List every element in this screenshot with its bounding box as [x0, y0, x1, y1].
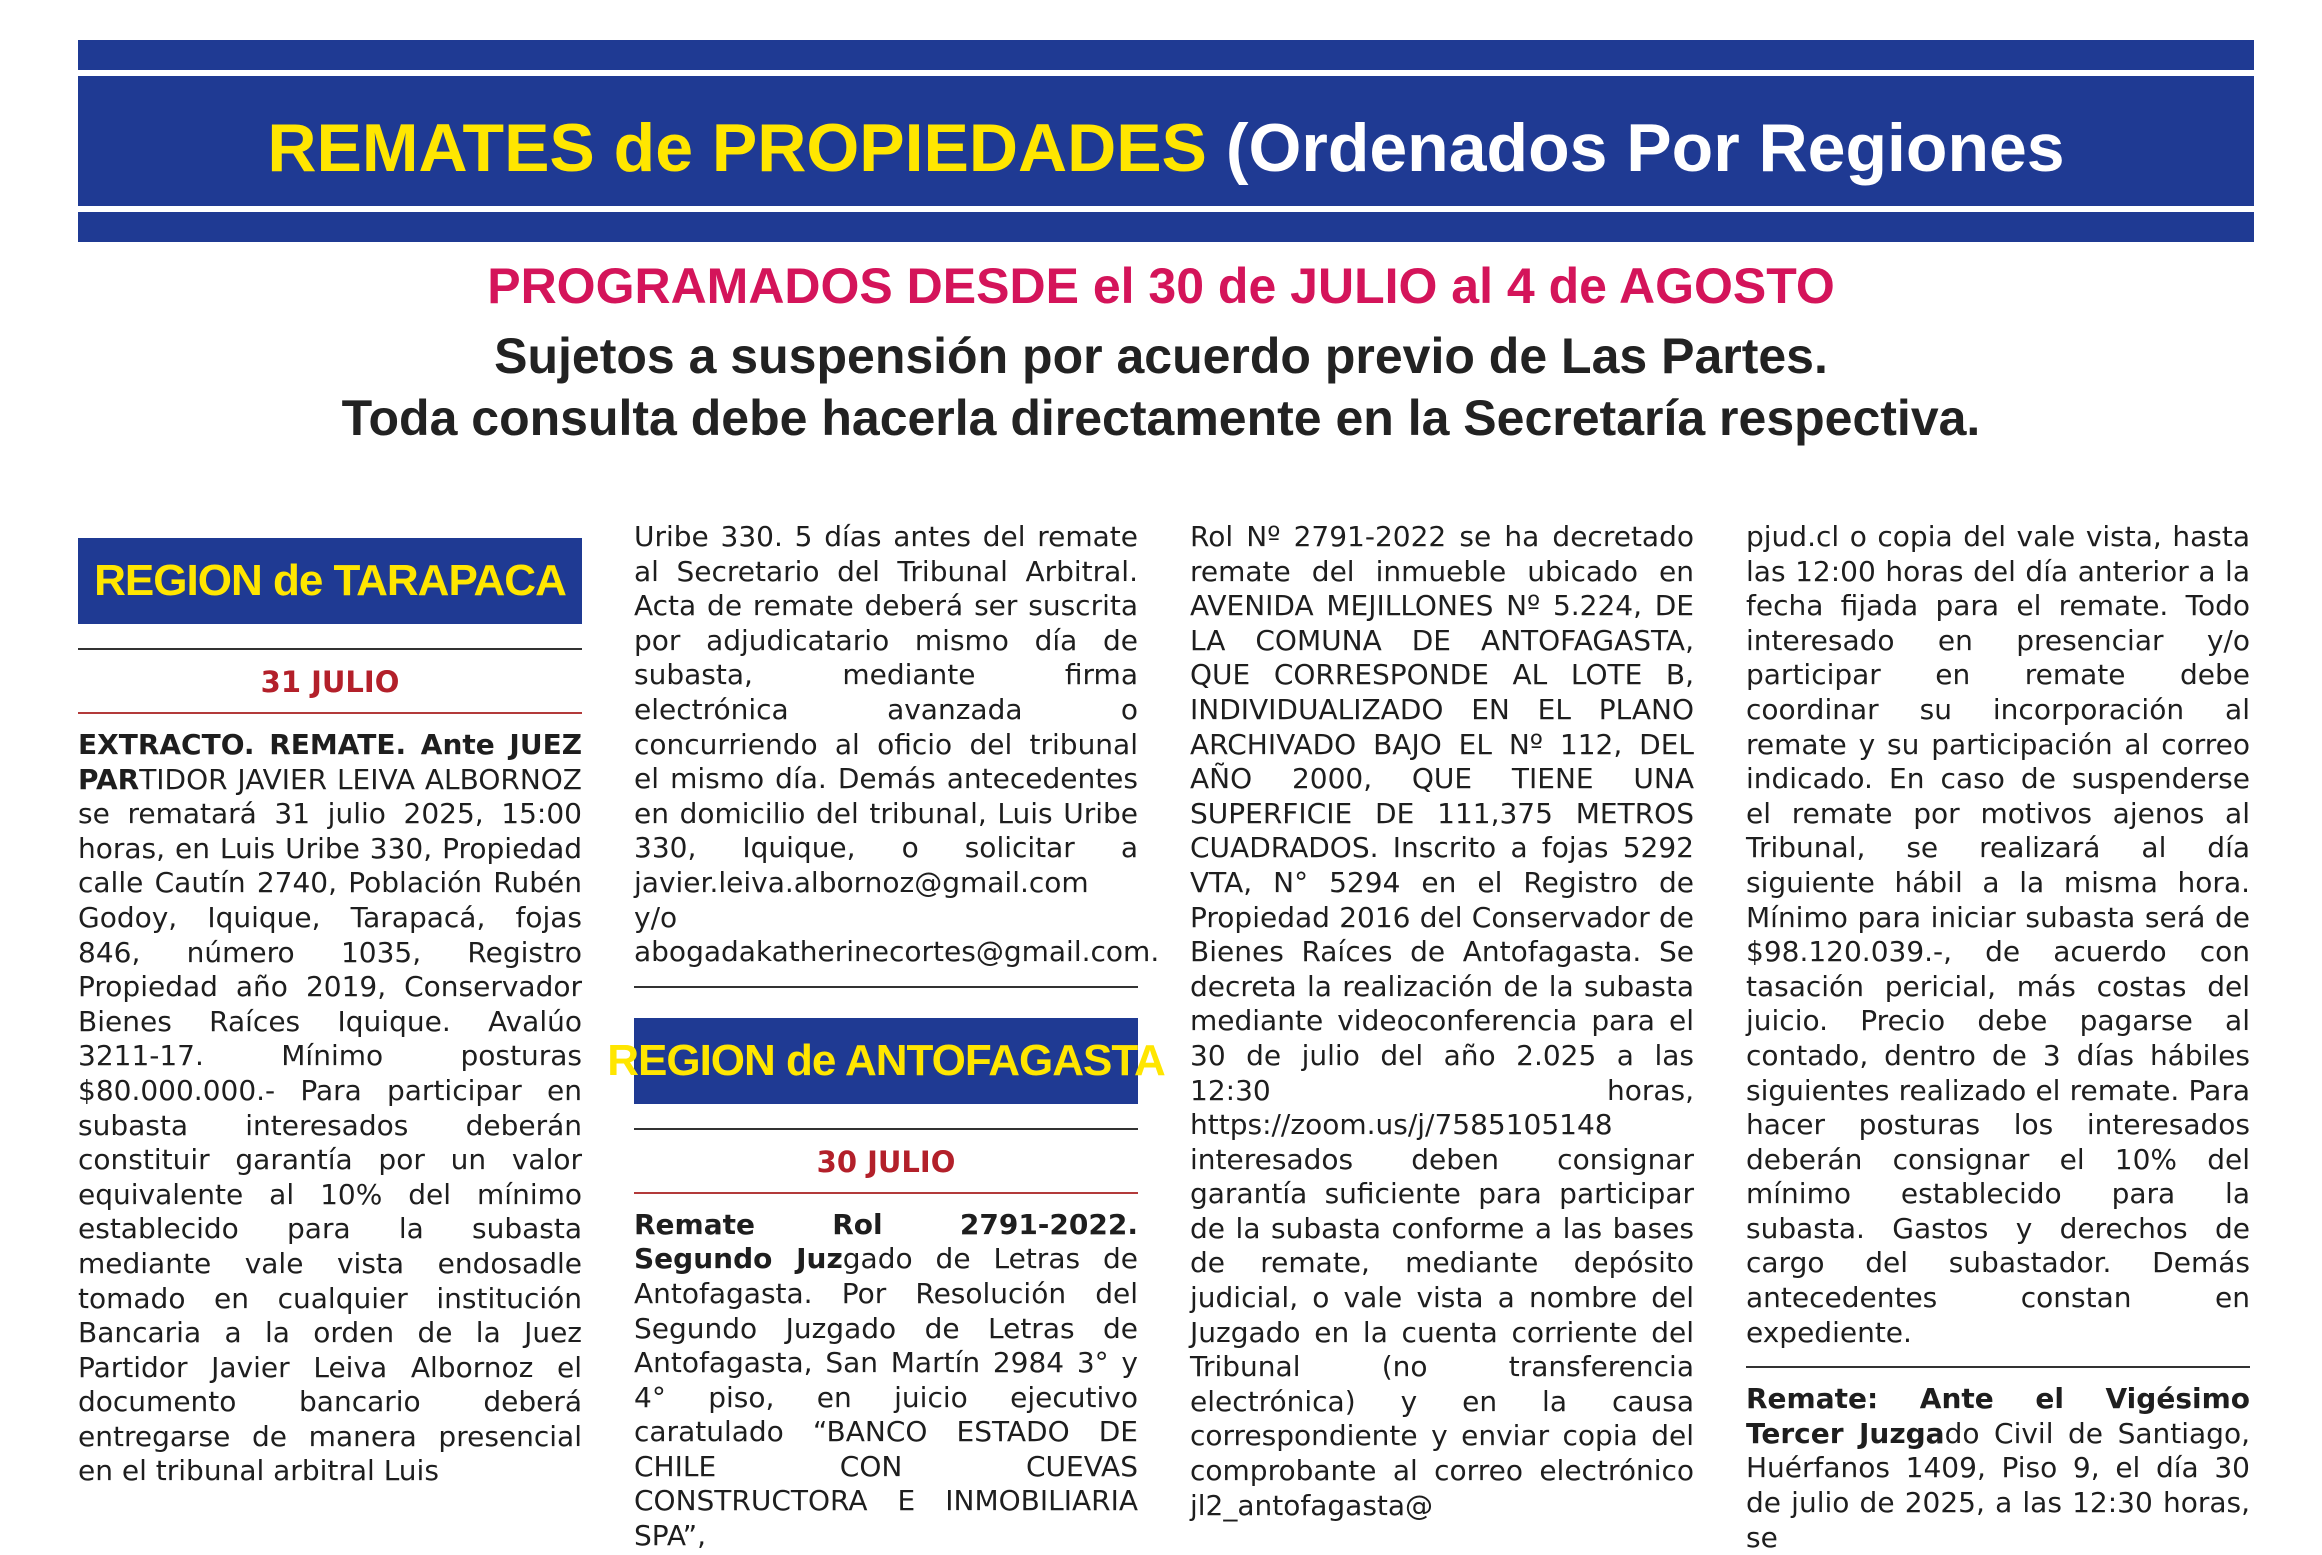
banner-stripe-bottom — [78, 206, 2254, 212]
auction-notice-continued: Rol Nº 2791-2022 se ha decretado remate del inmueble ubicado en AVENIDA MEJILLONES Nº 5.224, DE LA COMUNA DE ANTOFAGASTA, QUE CORRESPONDE AL LOTE B, INDIVIDUALIZADO EN EL PLANO ARCHIVADO BAJO EL Nº 112, DEL AÑO 2000, QUE TIENE UNA SUPERFICIE DE 111,375 METROS CUADRADOS. Inscrito a fojas 5292 VTA, N° 5294 en el Registro de Propiedad 2016 del Conservador de Bienes Raíces de Antofagasta. Se decreta la realización de la subasta mediante videoconferencia para el 30 de julio del año 2.025 a las 12:30 horas, https://zoom.us/j/7585105148 interesados deben consignar garantía suficiente para participar de la subasta conforme a las bases de remate, mediante depósito judicial, o vale vista a nombre del Juzgado en la cuenta corriente del Tribunal (no transferencia electrónica) y en la causa correspondiente y enviar copia del comprobante al correo electrónico jl2_antofagasta@ — [1190, 520, 1694, 1522]
notice-text: TIDOR JAVIER LEIVA ALBORNOZ se rematará 31 julio 2025, 15:00 horas, en Luis Uribe 330, Propiedad calle Cautín 2740, Población Rubén Godoy, Iquique, Tarapacá, fojas 846, número 1035, Registro Propiedad año 2019, Conservador Bienes Raíces Iquique. Avalúo 3211-17. Mínimo posturas $80.000.000.- Para participar en subasta interesados deberán constituir garantía por un valor equivalente al 10% del mínimo establecido para la subasta mediante vale vista endosadle tomado en cualquier institución Bancaria a la orden de la Juez Partidor Javier Leiva Albornoz el documento bancario deberá entregarse de manera presencial en el tribunal arbitral Luis — [78, 762, 582, 1488]
divider — [634, 1128, 1138, 1130]
divider — [1746, 1366, 2250, 1368]
notice-lead: EXTRACTO. REMATE. Ante JUEZ PAR — [78, 728, 582, 796]
banner-title — [78, 108, 2254, 188]
auction-notice-continued: pjud.cl o copia del vale vista, hasta las 12:00 horas del día anterior a la fecha fijada para el remate. Todo interesado en presenciar y/o participar en remate debe coordinar su incorporación al remate y su participación al correo indicado. En caso de suspenderse el remate por motivos ajenos al Tribunal, se realizará al día siguiente hábil a la misma hora. Mínimo para iniciar subasta será de $98.120.039.-, de acuerdo con tasación pericial, más costas del juicio. Precio debe pagarse al contado, dentro de 3 días hábiles siguientes realizado el remate. Para hacer posturas los interesados deberán consignar el 10% del mínimo establecido para la subasta. Gastos y derechos de cargo del subastador. Demás antecedentes constan en expediente. — [1746, 520, 2250, 1349]
region-header-antofagasta — [607, 1018, 1165, 1104]
notice-text: do Civil de Santiago, Huérfanos 1409, Piso 9, el día 30 de julio de 2025, a las 12:30 horas, se — [1746, 1416, 2250, 1554]
notice-lead: Remate Rol 2791-2022. Segundo Juz — [634, 1207, 1138, 1276]
header-banner — [78, 40, 2254, 242]
divider — [78, 712, 582, 714]
date-label: 30 JULIO — [816, 1144, 956, 1179]
region-header-tarapaca — [78, 538, 582, 624]
date-label: 31 JULIO — [260, 665, 400, 699]
divider — [634, 986, 1138, 988]
inquiry-notice: Toda consulta debe hacerla directamente en la Secretaría respectiva. — [341, 390, 1981, 446]
schedule-heading: PROGRAMADOS DESDE el 30 de JULIO al 4 de AGOSTO — [487, 258, 1835, 314]
notice-lead: Remate: Ante el Vigésimo Tercer Juzga — [1746, 1382, 2250, 1450]
divider — [634, 1192, 1138, 1194]
region-title: REGION de TARAPACA — [94, 556, 566, 605]
suspension-notice: Sujetos a suspensión por acuerdo previo de Las Partes. — [494, 328, 1828, 384]
column-1 — [78, 520, 582, 1489]
banner-title-secondary: (Ordenados Por Regiones — [1206, 110, 2065, 186]
auction-notice — [78, 728, 582, 1489]
region-title: REGION de ANTOFAGASTA — [607, 1035, 1165, 1085]
divider — [78, 648, 582, 650]
column-4 — [1746, 520, 2250, 1555]
column-2 — [607, 520, 1165, 1554]
column-3 — [1190, 520, 1694, 1523]
auction-notice — [1746, 1382, 2250, 1555]
notice-text: gado de Letras de Antofagasta. Por Resolución del Segundo Juzgado de Letras de Antofagasta, San Martín 2984 3° y 4° piso, en juicio ejecutivo caratulado “BANCO ESTADO DE CHILE CON CUEVAS CONSTRUCTORA E INMOBILIARIA SPA”, — [634, 1242, 1138, 1553]
auction-notice — [634, 1208, 1138, 1554]
banner-stripe-top — [78, 70, 2254, 76]
auction-notice-continued: Uribe 330. 5 días antes del remate al Secretario del Tribunal Arbitral. Acta de remate deberá ser suscrita por adjudicatario mismo día de subasta, mediante firma electrónica avanzada o concurriendo al oficio del tribunal el mismo día. Demás antecedentes en domicilio del tribunal, Luis Uribe 330, Iquique, o solicitar a javier.leiva.albornoz@gmail.com y/o abogadakatherinecortes@gmail.com. — [634, 520, 1160, 969]
banner-title-main: REMATES de PROPIEDADES — [267, 110, 1207, 186]
